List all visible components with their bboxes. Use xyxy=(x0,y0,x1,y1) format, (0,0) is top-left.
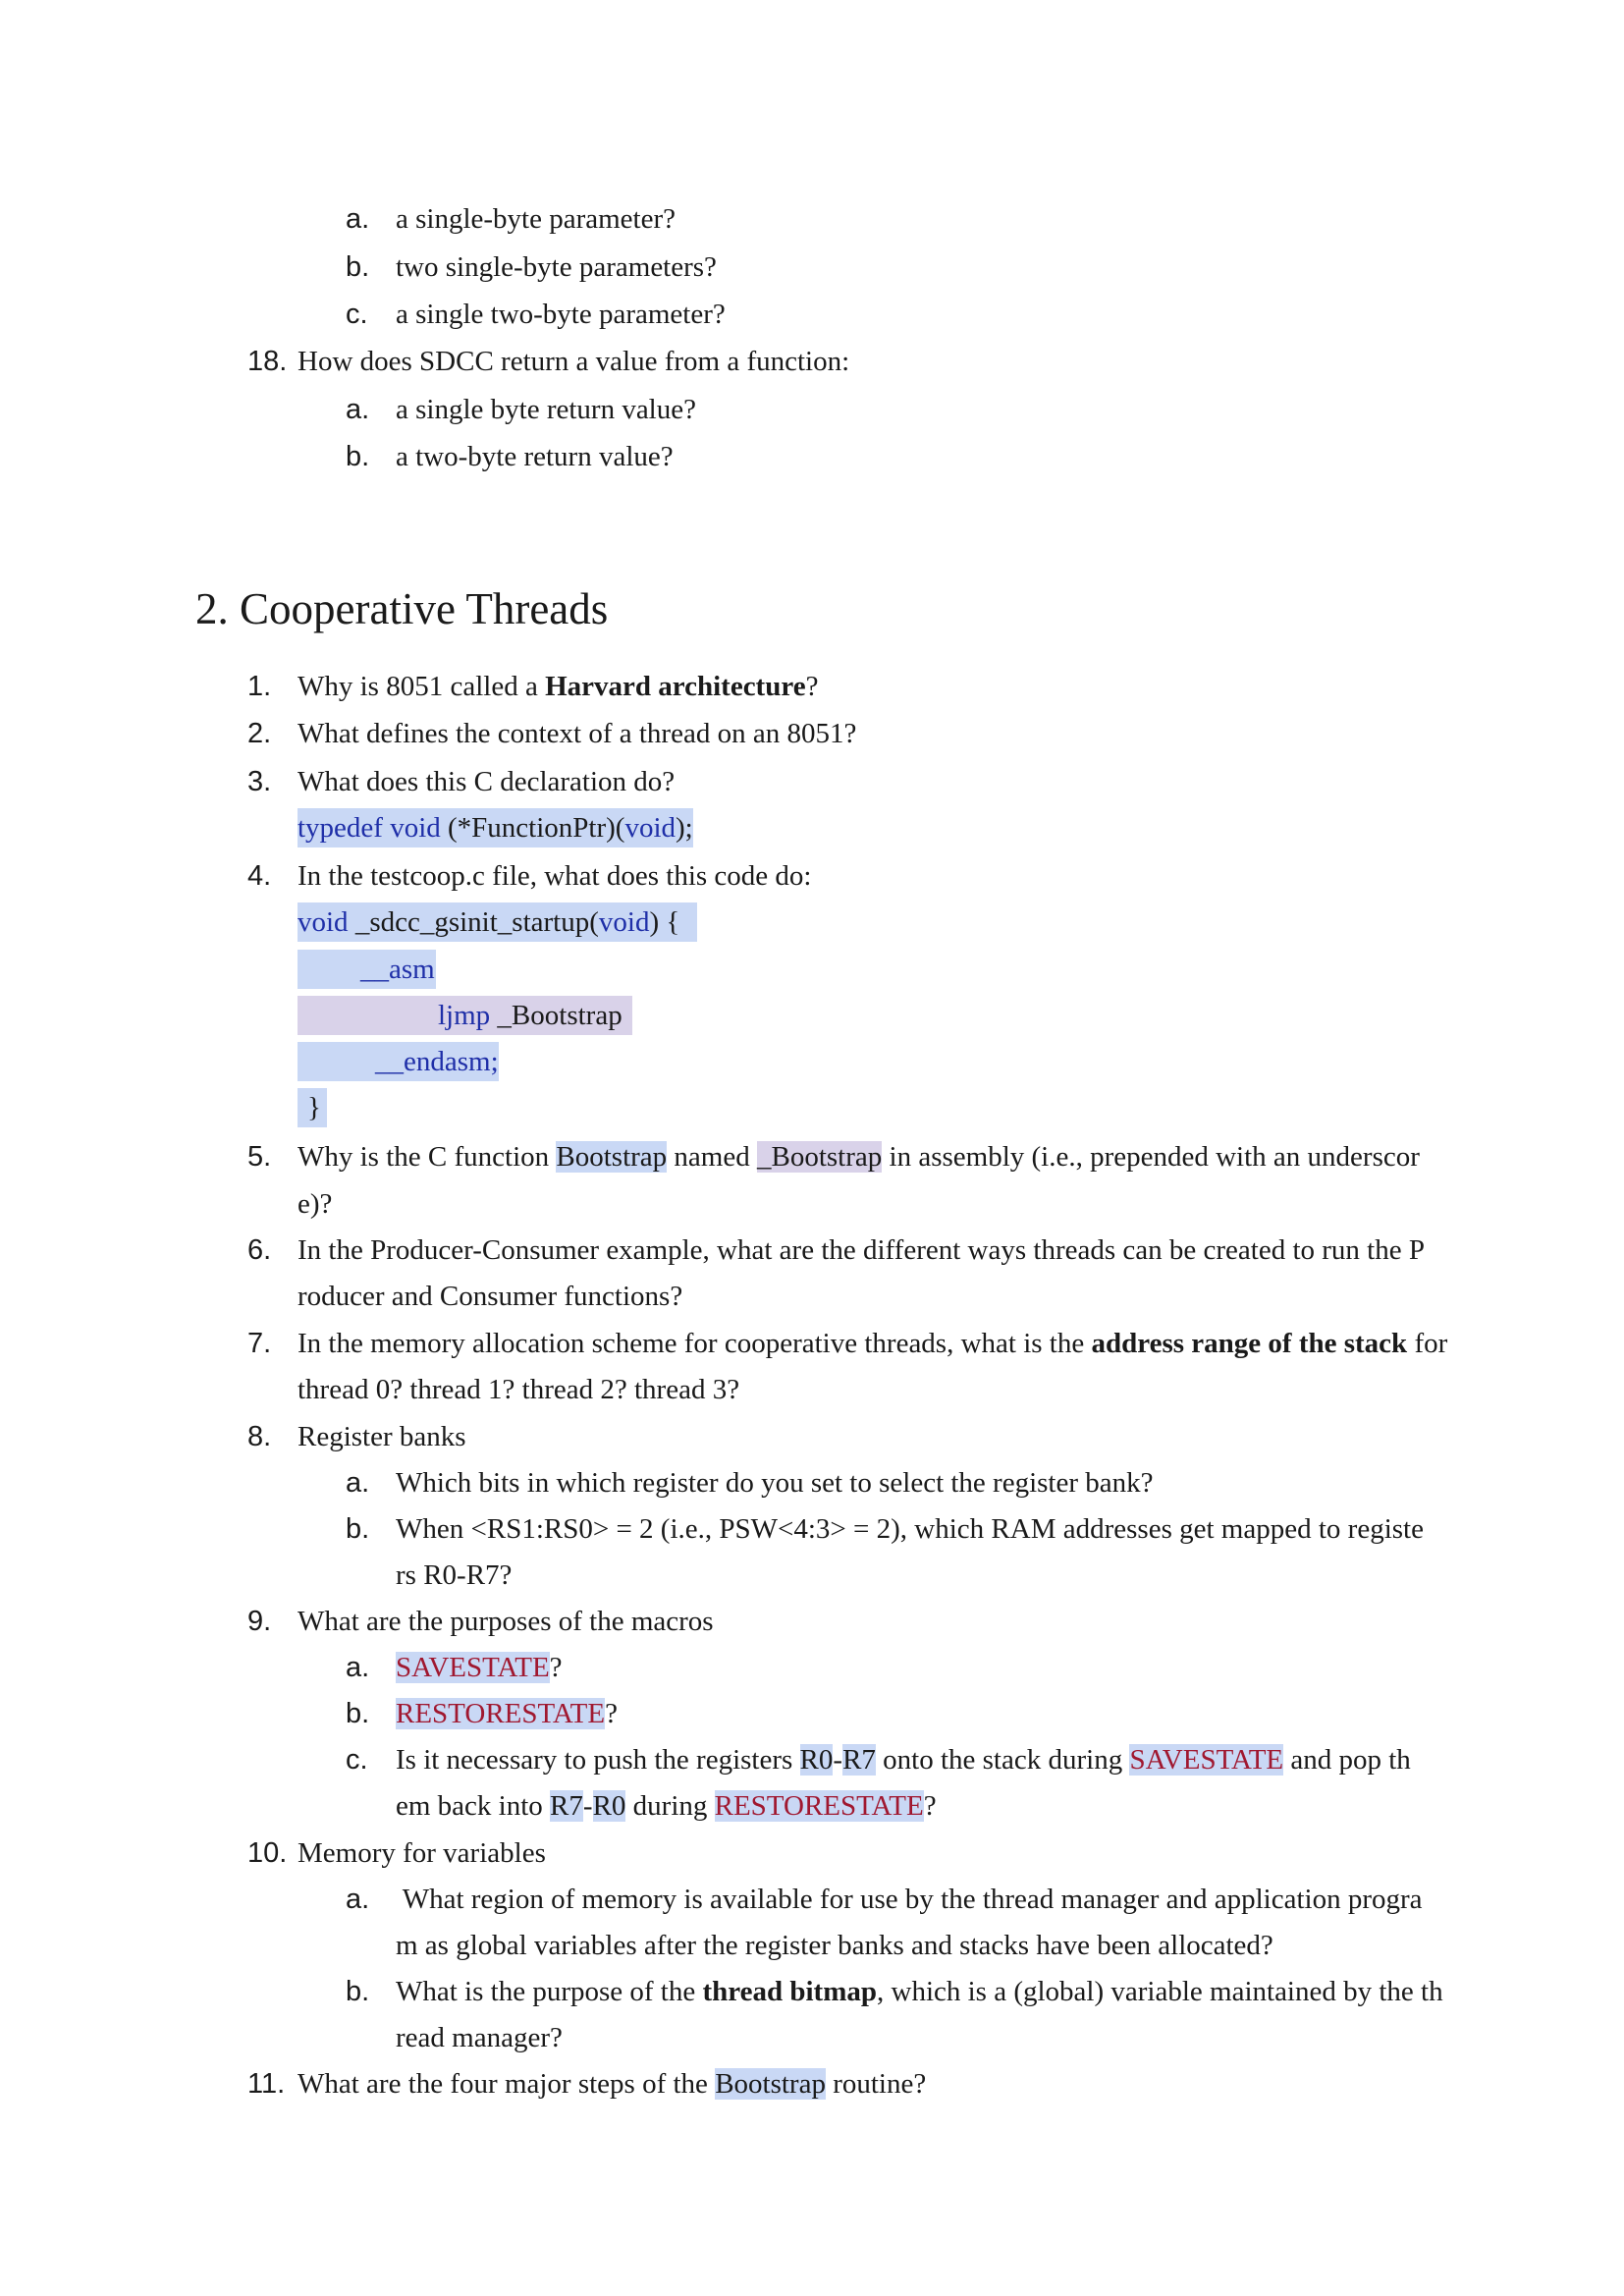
question-number: 11. xyxy=(247,2068,286,2100)
register-name: R7 xyxy=(550,1790,583,1822)
question-number: 7. xyxy=(247,1328,272,1359)
question-text: Register banks xyxy=(298,1421,466,1452)
macro-name: SAVESTATE xyxy=(396,1652,550,1683)
item-marker: b. xyxy=(346,1976,370,2007)
question-text: How does SDCC return a value from a function: xyxy=(298,346,850,377)
list-item: SAVESTATE? xyxy=(396,1652,563,1683)
question-number: 18. xyxy=(247,346,288,377)
question-text-cont: roducer and Consumer functions? xyxy=(298,1281,683,1312)
list-item: a single byte return value? xyxy=(396,394,696,425)
code-line: __asm xyxy=(298,950,436,989)
macro-name: SAVESTATE xyxy=(1129,1744,1284,1776)
code-line: void _sdcc_gsinit_startup(void) { xyxy=(298,902,697,942)
question-text-cont: thread 0? thread 1? thread 2? thread 3? xyxy=(298,1374,740,1405)
code-identifier: Bootstrap xyxy=(715,2068,826,2100)
question-text: Memory for variables xyxy=(298,1837,546,1869)
item-marker: b. xyxy=(346,1513,370,1545)
item-marker: b. xyxy=(346,1698,370,1729)
item-marker: b. xyxy=(346,251,370,283)
item-marker: a. xyxy=(346,394,370,425)
macro-name: RESTORESTATE xyxy=(714,1790,924,1822)
question-text: In the testcoop.c file, what does this code do: xyxy=(298,860,812,892)
question-text-cont: e)? xyxy=(298,1188,333,1220)
list-item: What region of memory is available for use by the thread manager and application progra xyxy=(396,1884,1423,1915)
question-number: 6. xyxy=(247,1234,272,1266)
code-snippet: typedef void (*FunctionPtr)(void); xyxy=(298,808,693,847)
list-item-cont: m as global variables after the register banks and stacks have been allocated? xyxy=(396,1930,1273,1961)
list-item-cont: read manager? xyxy=(396,2022,563,2053)
list-item: Is it necessary to push the registers R0-R7 onto the stack during SAVESTATE and pop th xyxy=(396,1744,1411,1776)
code-line: } xyxy=(298,1088,327,1127)
question-number: 1. xyxy=(247,671,272,702)
item-marker: a. xyxy=(346,203,370,235)
register-name: R0 xyxy=(592,1790,626,1822)
code-identifier: Bootstrap xyxy=(556,1141,668,1173)
macro-name: RESTORESTATE xyxy=(396,1698,606,1729)
section-heading: 2. Cooperative Threads xyxy=(195,584,609,633)
list-item: a single two-byte parameter? xyxy=(396,299,726,330)
question-text: What defines the context of a thread on an 8051? xyxy=(298,718,857,749)
bold-term: thread bitmap xyxy=(702,1976,877,2007)
question-number: 3. xyxy=(247,766,272,797)
question-text: In the Producer-Consumer example, what are the different ways threads can be created to run the P xyxy=(298,1234,1425,1266)
code-identifier: _Bootstrap xyxy=(756,1141,883,1173)
register-name: R7 xyxy=(842,1744,876,1776)
question-text: What does this C declaration do? xyxy=(298,766,676,797)
item-marker: c. xyxy=(346,299,368,330)
question-number: 8. xyxy=(247,1421,272,1452)
list-item: a two-byte return value? xyxy=(396,441,674,472)
item-marker: a. xyxy=(346,1884,370,1915)
code-line: __endasm; xyxy=(298,1042,499,1081)
item-marker: a. xyxy=(346,1467,370,1499)
list-item: What is the purpose of the thread bitmap, which is a (global) variable maintained by the th xyxy=(396,1976,1443,2007)
question-number: 4. xyxy=(247,860,272,892)
question-number: 9. xyxy=(247,1606,272,1637)
item-marker: b. xyxy=(346,441,370,472)
question-text: In the memory allocation scheme for cooperative threads, what is the address range of the stack for xyxy=(298,1328,1448,1359)
item-marker: a. xyxy=(346,1652,370,1683)
list-item: When <RS1:RS0> = 2 (i.e., PSW<4:3> = 2), which RAM addresses get mapped to registe xyxy=(396,1513,1424,1545)
question-text: Why is the C function Bootstrap named _Bootstrap in assembly (i.e., prepended with an underscor xyxy=(298,1141,1420,1173)
register-name: R0 xyxy=(799,1744,834,1776)
list-item: a single-byte parameter? xyxy=(396,203,677,235)
question-text: What are the four major steps of the Bootstrap routine? xyxy=(298,2068,927,2100)
list-item: Which bits in which register do you set to select the register bank? xyxy=(396,1467,1154,1499)
list-item-cont: rs R0-R7? xyxy=(396,1559,513,1591)
question-number: 2. xyxy=(247,718,272,749)
bold-term: address range of the stack xyxy=(1091,1328,1408,1359)
question-number: 5. xyxy=(247,1141,272,1173)
list-item-cont: em back into R7-R0 during RESTORESTATE? xyxy=(396,1790,937,1822)
code-line: ljmp _Bootstrap xyxy=(298,996,632,1035)
bold-term: Harvard architecture xyxy=(545,671,806,702)
list-item: RESTORESTATE? xyxy=(396,1698,618,1729)
question-text: Why is 8051 called a Harvard architecture? xyxy=(298,671,819,702)
question-number: 10. xyxy=(247,1837,288,1869)
list-item: two single-byte parameters? xyxy=(396,251,717,283)
question-text: What are the purposes of the macros xyxy=(298,1606,714,1637)
item-marker: c. xyxy=(346,1744,368,1776)
